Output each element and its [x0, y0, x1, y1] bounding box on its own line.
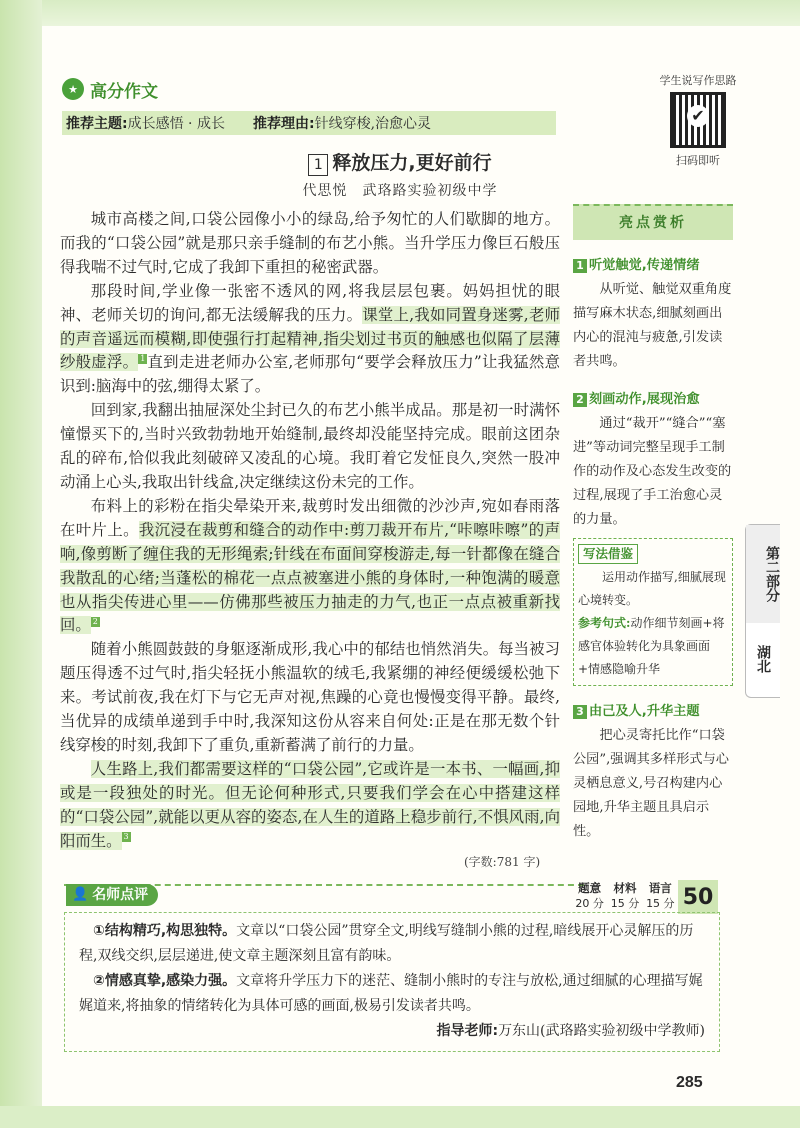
recommend-bar	[62, 111, 556, 135]
article-byline: 代思悦 武珞路实验初级中学	[302, 183, 498, 199]
highlight-2: 我沉浸在裁剪和缝合的动作中:剪刀裁开布片,“咔嚓咔嚓”的声响,像剪断了缠住我的无形绳索;针线在布面间穿梭游走,每一针都像在缝合我散乱的心绪;当蓬松的棉花一点点被塞进小熊的身体时,一种饱满的暖意也从指尖传进心里——仿佛那些被压力抽走的力气,也正一点点被重新找回。	[60, 520, 560, 635]
writing-tips-box	[573, 538, 733, 686]
review-body	[64, 912, 720, 1052]
article-title	[0, 148, 800, 176]
page-number: 285	[676, 1074, 703, 1091]
review-title: 👤 名师点评	[66, 884, 158, 906]
score-col-2: 材料 15 分	[610, 881, 640, 910]
region-tab-province: 湖北	[755, 645, 771, 673]
paragraph-3: 回到家,我翻出抽屉深处尘封已久的布艺小熊半成品。那是初一时满怀憧憬买下的,当时兴致勃勃地开始缝制,最终却没能坚持完成。眼前这团杂乱的碎布,恰似我此刻破碎又凌乱的心境。我盯着它发怔良久,突然一股冲动涌上心头,我取出针线盒,决定继续这份未完的工作。	[60, 401, 560, 491]
sidebar-item-2-title: 2 刻画动作,展现治愈	[573, 388, 733, 412]
article-number: 1	[308, 154, 328, 176]
sidebar-item-1-title: 1 听觉触觉,传递情绪	[573, 254, 733, 278]
region-tab[interactable]	[745, 524, 780, 698]
tips-title: 写法借鉴	[578, 544, 638, 564]
reason-label: 推荐理由:	[252, 116, 315, 132]
review-point-1: ①结构精巧,构思独特。文章以“口袋公园”贯穿全文,明线写缝制小熊的过程,暗线展开心灵解压的历程,双线交织,层层递进,使文章主题深刻且富有韵味。	[79, 923, 694, 964]
topic-label: 推荐主题:	[66, 116, 128, 132]
star-badge-icon: ★	[62, 78, 84, 100]
highlights-sidebar	[573, 204, 733, 844]
article-title-text: 释放压力,更好前行	[332, 152, 492, 174]
article-body	[60, 208, 560, 853]
score-columns	[572, 880, 678, 914]
score-total: 50	[678, 880, 718, 914]
paragraph-5: 随着小熊圆鼓鼓的身躯逐渐成形,我心中的郁结也悄然消失。每当被习题压得透不过气时,指尖轻抚小熊温软的绒毛,我紧绷的神经便缓缓松弛下来。考试前夜,我在灯下与它无声对视,焦躁的心竟也慢慢变得平静。最终,当优异的成绩单递到手中时,我深知这份从容来自何处:正是在那无数个针线穿梭的时刻,我卸下了重负,重新蓄满了前行的力量。	[60, 640, 560, 754]
word-count: (字数:781 字)	[464, 855, 541, 869]
score-box	[572, 880, 718, 914]
qr-caption-top: 学生说写作思路	[659, 74, 737, 87]
highlight-3: 人生路上,我们都需要这样的“口袋公园”,它或许是一本书、一幅画,抑或是一段独处的时光。但无论何种形式,只要我们学会在心中搭建这样的“口袋公园”,就能以更从容的姿态,在人生的道路上稳步前行,不惧风雨,向阳而生。	[60, 759, 560, 850]
sidebar-header: 亮点赏析	[573, 204, 733, 240]
qr-caption-bottom: 扫码即听	[676, 154, 720, 167]
score-col-3: 语言 15 分	[646, 881, 675, 910]
qr-code-icon[interactable]	[670, 92, 726, 148]
tips-text: 运用动作描写,细腻展现心境转变。	[578, 570, 726, 607]
teacher-person-icon: 👤	[72, 887, 89, 902]
review-point-2: ②情感真挚,感染力强。文章将升学压力下的迷茫、缝制小熊时的专注与放松,通过细腻的心理描写娓娓道来,将抽象的情绪转化为具体可感的画面,极易引发读者共鸣。	[79, 973, 703, 1014]
score-col-1: 题意 20 分	[575, 881, 604, 910]
annotation-mark-2: 2	[92, 617, 98, 627]
sidebar-item-3-title: 3 由己及人,升华主题	[573, 700, 733, 724]
sidebar-item-2-text: 通过“裁开”“缝合”“塞进”等动词完整呈现手工制作的动作及心态发生改变的过程,展现了手工治愈心灵的力量。	[573, 416, 732, 527]
paragraph-6	[60, 758, 560, 854]
sidebar-item-3-text: 把心灵寄托比作“口袋公园”,强调其多样形式与心灵栖息意义,号召构建内心园地,升华主题且具启示性。	[573, 728, 729, 839]
region-tab-part: 第二部分	[746, 525, 780, 623]
page-frame-bottom	[0, 1106, 800, 1128]
sidebar-item-1-text: 从听觉、触觉双重角度描写麻木状态,细腻刻画出内心的混沌与疲惫,引发读者共鸣。	[573, 282, 732, 369]
annotation-mark-1: 1	[140, 354, 146, 364]
section-label: 高分作文	[90, 81, 158, 102]
topic-value: 成长感悟 · 成长	[127, 116, 225, 132]
paragraph-1: 城市高楼之间,口袋公园像小小的绿岛,给予匆忙的人们歇脚的地方。而我的“口袋公园”就是那只亲手缝制的布艺小熊。当升学压力像巨石般压得我喘不过气时,它成了我卸下重担的秘密武器。	[60, 210, 560, 276]
reason-value: 针线穿梭,治愈心灵	[314, 116, 432, 132]
paragraph-2: 那段时间,学业像一张密不透风的网,将我层层包裹。妈妈担忧的眼神、老师关切的询问,都无法缓解我的压力。课堂上,我如同置身迷雾,老师的声音遥远而模糊,即使强行打起精神,指尖划过书页的触感也似隔了层薄纱般虚浮。 1 直到走进老师办公室,老师那句“要学会释放压力”让我猛然意识到:脑海中的弦,绷得太紧了。	[60, 281, 560, 396]
review-teacher: 指导老师:万东山(武珞路实验初级中学教师)	[436, 1023, 705, 1039]
page-frame-top	[0, 0, 800, 26]
annotation-mark-3: 3	[123, 832, 129, 842]
tips-reference: 参考句式:动作细节刻画+将感官体验转化为具象画面+情感隐喻升华	[578, 616, 725, 676]
section-title	[62, 78, 212, 100]
highlight-1: 课堂上,我如同置身迷雾,老师的声音遥远而模糊,即使强行打起精神,指尖划过书页的触感也似隔了层薄纱般虚浮。	[60, 305, 560, 372]
paragraph-4: 布料上的彩粉在指尖晕染开来,裁剪时发出细微的沙沙声,宛如春雨落在叶片上。我沉浸在裁剪和缝合的动作中:剪刀裁开布片,“咔嚓咔嚓”的声响,像剪断了缠住我的无形绳索;针线在布面间穿梭游走,每一针都像在缝合我散乱的心绪;当蓬松的棉花一点点被塞进小熊的身体时,一种饱满的暖意也从指尖传进心里——仿佛那些被压力抽走的力气,也正一点点被重新找回。 2	[60, 496, 560, 635]
